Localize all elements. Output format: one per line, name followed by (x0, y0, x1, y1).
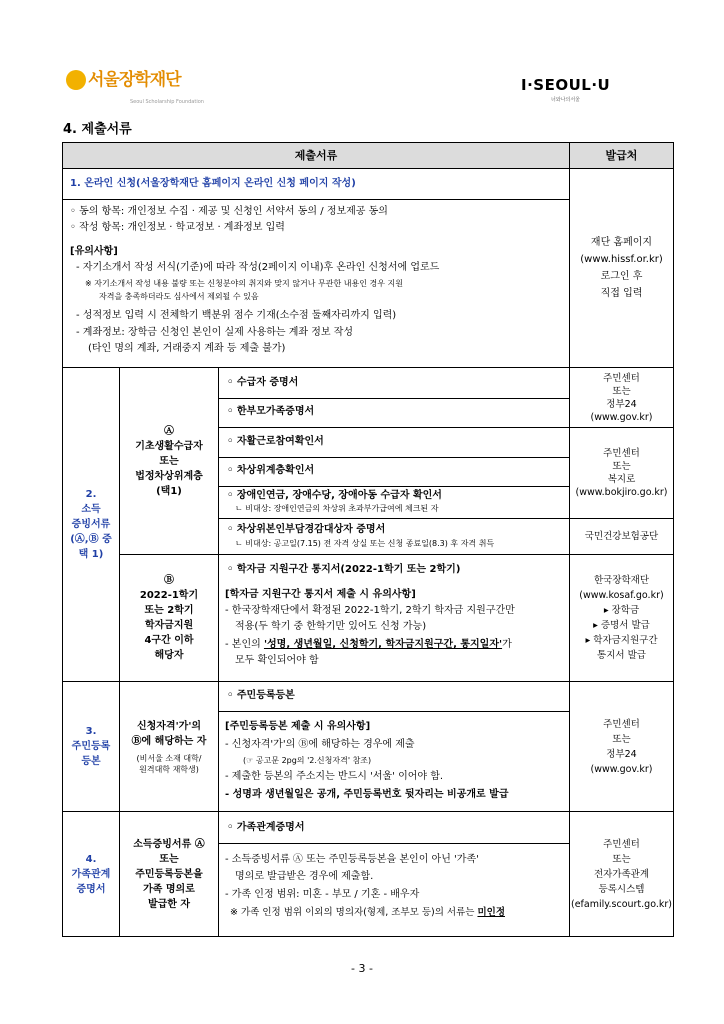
sun-icon (66, 70, 86, 90)
resident-registration-label: 3. 주민등록 등본 (71, 726, 111, 767)
column-header-documents: 제출서류 (63, 143, 569, 168)
tuition-note-1: - 한국장학재단에서 확정된 2022-1학기, 2학기 학자금 지원구간만 (225, 605, 515, 616)
documents-table (62, 142, 674, 937)
note-essay: - 자기소개서 작성 서식(기준)에 따라 작성(2페이지 이내)후 온라인 신청서에 업로드 (76, 262, 440, 273)
tuition-notes-title: [학자금 지원구간 통지서 제출 시 유의사항] (225, 589, 416, 600)
family-relation-eligibility: 소득증빙서류 Ⓐ 또는 주민등록등본을 가족 명의로 발급한 자 (133, 838, 205, 910)
doc-single-parent-certificate: ◦ 한부모가족증명서 (227, 406, 315, 417)
resident-notes-title: [주민등록등본 제출 시 유의사항] (225, 721, 371, 732)
issuer-gov24-a: 주민센터 또는 정부24 (www.gov.kr) (590, 372, 653, 423)
issuer-foundation-homepage: 재단 홈페이지 (www.hissf.or.kr) 로그인 후 직접 입력 (580, 237, 663, 299)
doc-tuition-support-notice: ◦ 학자금 지원구간 통지서(2022-1학기 또는 2학기) (227, 564, 461, 575)
doc-resident-registration: ◦ 주민등록등본 (227, 690, 295, 701)
resident-registration-eligibility: 신청자격'가'의 Ⓑ에 해당하는 자 (비서울 소재 대학/ 원격대학 재학생) (131, 720, 207, 774)
doc-near-poverty: ◦ 차상위계층확인서 (227, 465, 315, 476)
write-items: ◦ 작성 항목: 개인정보 · 학교정보 · 계좌정보 입력 (70, 222, 285, 233)
family-note-2: - 가족 인정 범위: 미혼 - 부모 / 기혼 - 배우자 (225, 889, 420, 900)
doc-self-support-work: ◦ 자활근로참여확인서 (227, 436, 324, 447)
notes-title: [유의사항] (70, 246, 118, 257)
section-title: 4. 제출서류 (63, 122, 132, 137)
resident-note-3: - 성명과 생년월일은 공개, 주민등록번호 뒷자리는 비공개로 발급 (225, 789, 509, 800)
note-grades: - 성적정보 입력 시 전체학기 백분위 점수 기재(소수점 둘째자리까지 입력) (76, 310, 397, 321)
family-note-1: - 소득증빙서류 Ⓐ 또는 주민등록등본을 본인이 아닌 '가족' (225, 854, 479, 865)
page-number: - 3 - (351, 962, 373, 975)
note-account: - 계좌정보: 장학금 신청인 본인이 실제 사용하는 계좌 정보 작성 (76, 327, 354, 338)
family-relation-label: 4. 가족관계 증명서 (71, 853, 111, 895)
issuer-nhis: 국민건강보험공단 (584, 530, 659, 542)
income-proof-label: 2. 소득 증빙서류 (Ⓐ,Ⓑ 중 택 1) (70, 489, 112, 560)
doc-recipient-certificate: ◦ 수급자 증명서 (227, 377, 299, 388)
tuition-note-2: - 본인의 '성명, 생년월일, 신청학기, 학자금지원구간, 통지일자'가 (225, 639, 512, 650)
issuer-gov24-resident: 주민센터 또는 정부24 (www.gov.kr) (590, 718, 653, 775)
doc-disability-pension: ◦ 장애인연금, 장애수당, 장애아동 수급자 확인서 (227, 490, 442, 501)
issuer-kosaf: 한국장학재단 (www.kosaf.go.kr) ▸ 장학금 ▸ 증명서 발급 ▸ 학자금지원구간 통지서 발급 (579, 575, 664, 661)
resident-note-2: - 제출한 등본의 주소지는 반드시 '서울' 이어야 함. (225, 771, 444, 782)
iseoulu-logo-subtitle: 너와나의서울 (551, 97, 580, 103)
issuer-bokjiro: 주민센터 또는 복지로 (www.bokjiro.go.kr) (575, 448, 668, 498)
doc-copay-reduction: ◦ 차상위본인부담경감대상자 증명서 (227, 524, 386, 535)
family-note-3: ※ 가족 인정 범위 이외의 명의자(형제, 조부모 등)의 서류는 미인정 (230, 907, 505, 918)
note-essay-warning: ※ 자기소개서 작성 내용 불량 또는 신청분야의 취지와 맞지 않거나 무관한 내용인 경우 지원 (85, 279, 403, 288)
online-application-title: 1. 온라인 신청(서울장학재단 홈페이지 온라인 신청 페이지 작성) (70, 178, 356, 189)
disability-note: ㄴ 비대상: 장애인연금의 차상위 초과부가급여에 체크된 자 (235, 504, 439, 513)
family-note-1-cont: 명의로 발급받은 경우에 제출함. (235, 871, 374, 882)
copay-note: ㄴ 비대상: 공고일(7.15) 전 자격 상실 또는 신청 종료일(8.3) 후 자격 취득 (235, 539, 495, 548)
page-header (0, 0, 724, 110)
resident-note-1: - 신청자격'가'의 Ⓑ에 해당하는 경우에 제출 (225, 739, 415, 750)
tuition-note-1-cont: 적용(두 학기 중 한학기만 있어도 신청 가능) (235, 621, 427, 632)
column-header-issuer: 발급처 (570, 143, 673, 168)
option-b-label: Ⓑ 2022-1학기 또는 2학기 학자금지원 4구간 이하 해당자 (139, 575, 199, 661)
consent-items: ◦ 동의 항목: 개인정보 수집 · 제공 및 신청인 서약서 동의 / 정보제공 동의 (70, 206, 388, 217)
doc-family-relation-certificate: ◦ 가족관계증명서 (227, 822, 305, 833)
option-a-label: Ⓐ 기초생활수급자 또는 법정차상위계층 (택1) (135, 425, 203, 497)
foundation-logo: 서울장학재단 (66, 70, 181, 90)
issuer-efamily: 주민센터 또는 전자가족관계 등록시스템 (efamily.scourt.go.kr) (570, 838, 672, 910)
iseoulu-logo: I·SEOUL·U (521, 76, 611, 94)
foundation-logo-subtitle: Seoul Scholarship Foundation (130, 99, 204, 105)
resident-note-1-ref: (☞ 공고문 2pg의 '2.신청자격' 참조) (243, 756, 372, 765)
note-essay-warning-cont: 자격을 충족하더라도 심사에서 제외될 수 있음 (99, 292, 259, 301)
tuition-note-2-cont: 모두 확인되어야 함 (235, 655, 319, 666)
note-account-cont: (타인 명의 계좌, 거래중지 계좌 등 제출 불가) (88, 343, 286, 354)
